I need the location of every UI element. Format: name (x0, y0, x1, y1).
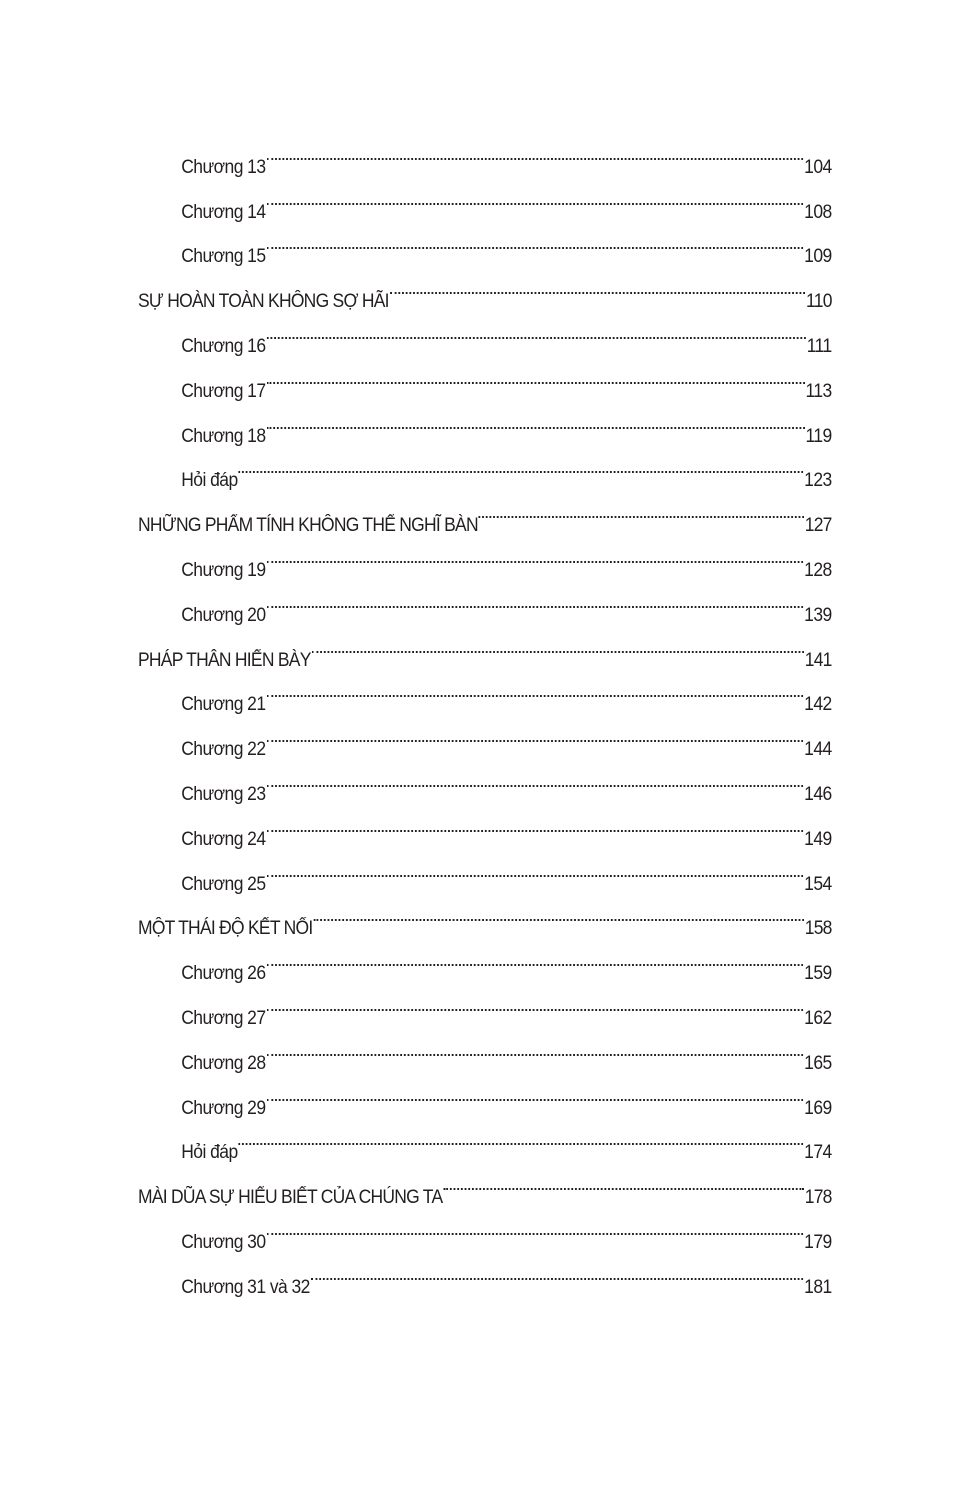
dot-leader (443, 1158, 803, 1203)
toc-entry-page-number: 178 (804, 1187, 832, 1209)
dot-leader (266, 666, 803, 711)
toc-chapter-entry (138, 755, 832, 805)
toc-entry-title: MỘT THÁI ĐỘ KẾT NỐI (138, 918, 313, 940)
toc-chapter-entry (138, 1069, 832, 1119)
toc-chapter-entry (138, 352, 832, 402)
toc-entry-page-number: 119 (805, 425, 832, 447)
toc-chapter-entry (138, 1248, 832, 1298)
toc-chapter-entry (138, 576, 832, 626)
toc-chapter-entry (138, 307, 832, 357)
dot-leader (266, 800, 803, 845)
dot-leader (266, 1024, 803, 1069)
toc-chapter-entry (138, 397, 832, 447)
toc-entry-title: Chương 16 (181, 335, 266, 357)
toc-entry-title: Hỏi đáp (181, 1142, 238, 1164)
toc-entry-title: Chương 23 (181, 783, 266, 805)
toc-entry-title: Chương 27 (181, 1007, 266, 1029)
toc-entry-page-number: 142 (804, 694, 832, 716)
toc-entry-page-number: 127 (804, 515, 832, 537)
dot-leader (266, 1069, 803, 1114)
toc-entry-title: Chương 15 (181, 246, 266, 268)
toc-section-entry (138, 262, 832, 313)
toc-entry-title: Chương 25 (181, 873, 266, 895)
dot-leader (390, 262, 805, 307)
toc-entry-title: MÀI DŨA SỰ HIỂU BIẾT CỦA CHÚNG TA (138, 1187, 443, 1209)
toc-entry-page-number: 123 (804, 470, 832, 492)
toc-entry-page-number: 159 (804, 963, 832, 985)
toc-entry-page-number: 149 (804, 828, 832, 850)
dot-leader (313, 890, 803, 935)
toc-entry-page-number: 169 (804, 1097, 832, 1119)
toc-entry-title: Chương 24 (181, 828, 266, 850)
toc-entry-title: Chương 17 (181, 380, 266, 402)
toc-entry-title: Chương 31 và 32 (181, 1276, 310, 1298)
toc-entry-title: Chương 29 (181, 1097, 266, 1119)
toc-entry-title: Hỏi đáp (181, 470, 238, 492)
toc-chapter-entry (138, 1114, 832, 1164)
toc-entry-page-number: 128 (804, 559, 832, 581)
toc-entry-title: Chương 26 (181, 963, 266, 985)
toc-entry-page-number: 174 (804, 1142, 832, 1164)
toc-chapter-entry (138, 979, 832, 1029)
toc-entry-title: NHỮNG PHẨM TÍNH KHÔNG THỂ NGHĨ BÀN (138, 515, 478, 537)
toc-entry-title: Chương 22 (181, 739, 266, 761)
toc-chapter-entry (138, 710, 832, 761)
dot-leader (266, 531, 803, 576)
toc-entry-page-number: 165 (804, 1052, 832, 1074)
dot-leader (266, 352, 804, 397)
dot-leader (266, 218, 803, 263)
toc-entry-title: Chương 14 (181, 201, 266, 223)
toc-chapter-entry (138, 1024, 832, 1074)
toc-chapter-entry (138, 173, 832, 223)
toc-entry-page-number: 141 (804, 649, 832, 671)
toc-chapter-entry (138, 845, 832, 895)
toc-entry-title: Chương 20 (181, 604, 266, 626)
dot-leader (266, 397, 804, 442)
dot-leader (266, 1203, 803, 1248)
dot-leader (239, 1114, 804, 1159)
toc-entry-title: PHÁP THÂN HIỂN BÀY (138, 649, 311, 671)
dot-leader (312, 621, 804, 666)
toc-entry-page-number: 154 (804, 873, 832, 895)
dot-leader (266, 576, 803, 621)
toc-chapter-entry (138, 218, 832, 268)
toc-entry-page-number: 139 (804, 604, 832, 626)
toc-entry-title: Chương 19 (181, 559, 266, 581)
toc-entry-title: Chương 21 (181, 694, 266, 716)
dot-leader (266, 307, 805, 352)
dot-leader (479, 486, 804, 531)
toc-entry-page-number: 144 (804, 739, 832, 761)
toc-section-entry (138, 621, 832, 671)
toc-entry-page-number: 162 (804, 1007, 832, 1029)
toc-entry-page-number: 113 (805, 380, 832, 402)
toc-chapter-entry (138, 531, 832, 581)
toc-entry-title: Chương 13 (181, 156, 266, 178)
toc-chapter-entry (138, 128, 832, 178)
dot-leader (266, 934, 803, 979)
toc-chapter-entry (138, 666, 832, 716)
toc-entry-title: Chương 28 (181, 1052, 266, 1074)
dot-leader (266, 979, 803, 1024)
toc-section-entry (138, 486, 832, 537)
toc-entry-page-number: 110 (806, 291, 832, 313)
toc-entry-page-number: 146 (804, 783, 832, 805)
dot-leader (266, 710, 803, 755)
toc-section-entry (138, 1158, 832, 1209)
toc-entry-page-number: 181 (804, 1276, 832, 1298)
toc-chapter-entry (138, 934, 832, 985)
dot-leader (311, 1248, 803, 1293)
toc-entry-title: Chương 30 (181, 1231, 266, 1253)
toc-entry-page-number: 104 (804, 156, 832, 178)
dot-leader (266, 173, 803, 218)
toc-entry-page-number: 108 (804, 201, 832, 223)
toc-entry-title: SỰ HOÀN TOÀN KHÔNG SỢ HÃI (138, 291, 389, 313)
toc-entry-page-number: 158 (804, 918, 832, 940)
dot-leader (266, 755, 803, 800)
toc-chapter-entry (138, 800, 832, 850)
toc-chapter-entry (138, 1203, 832, 1253)
dot-leader (266, 845, 803, 890)
table-of-contents (138, 128, 832, 1298)
toc-entry-title: Chương 18 (181, 425, 266, 447)
dot-leader (239, 442, 804, 487)
toc-entry-page-number: 109 (804, 246, 832, 268)
toc-entry-page-number: 111 (806, 335, 832, 357)
toc-section-entry (138, 890, 832, 940)
toc-entry-page-number: 179 (804, 1231, 832, 1253)
toc-chapter-entry (138, 442, 832, 492)
dot-leader (266, 128, 803, 173)
